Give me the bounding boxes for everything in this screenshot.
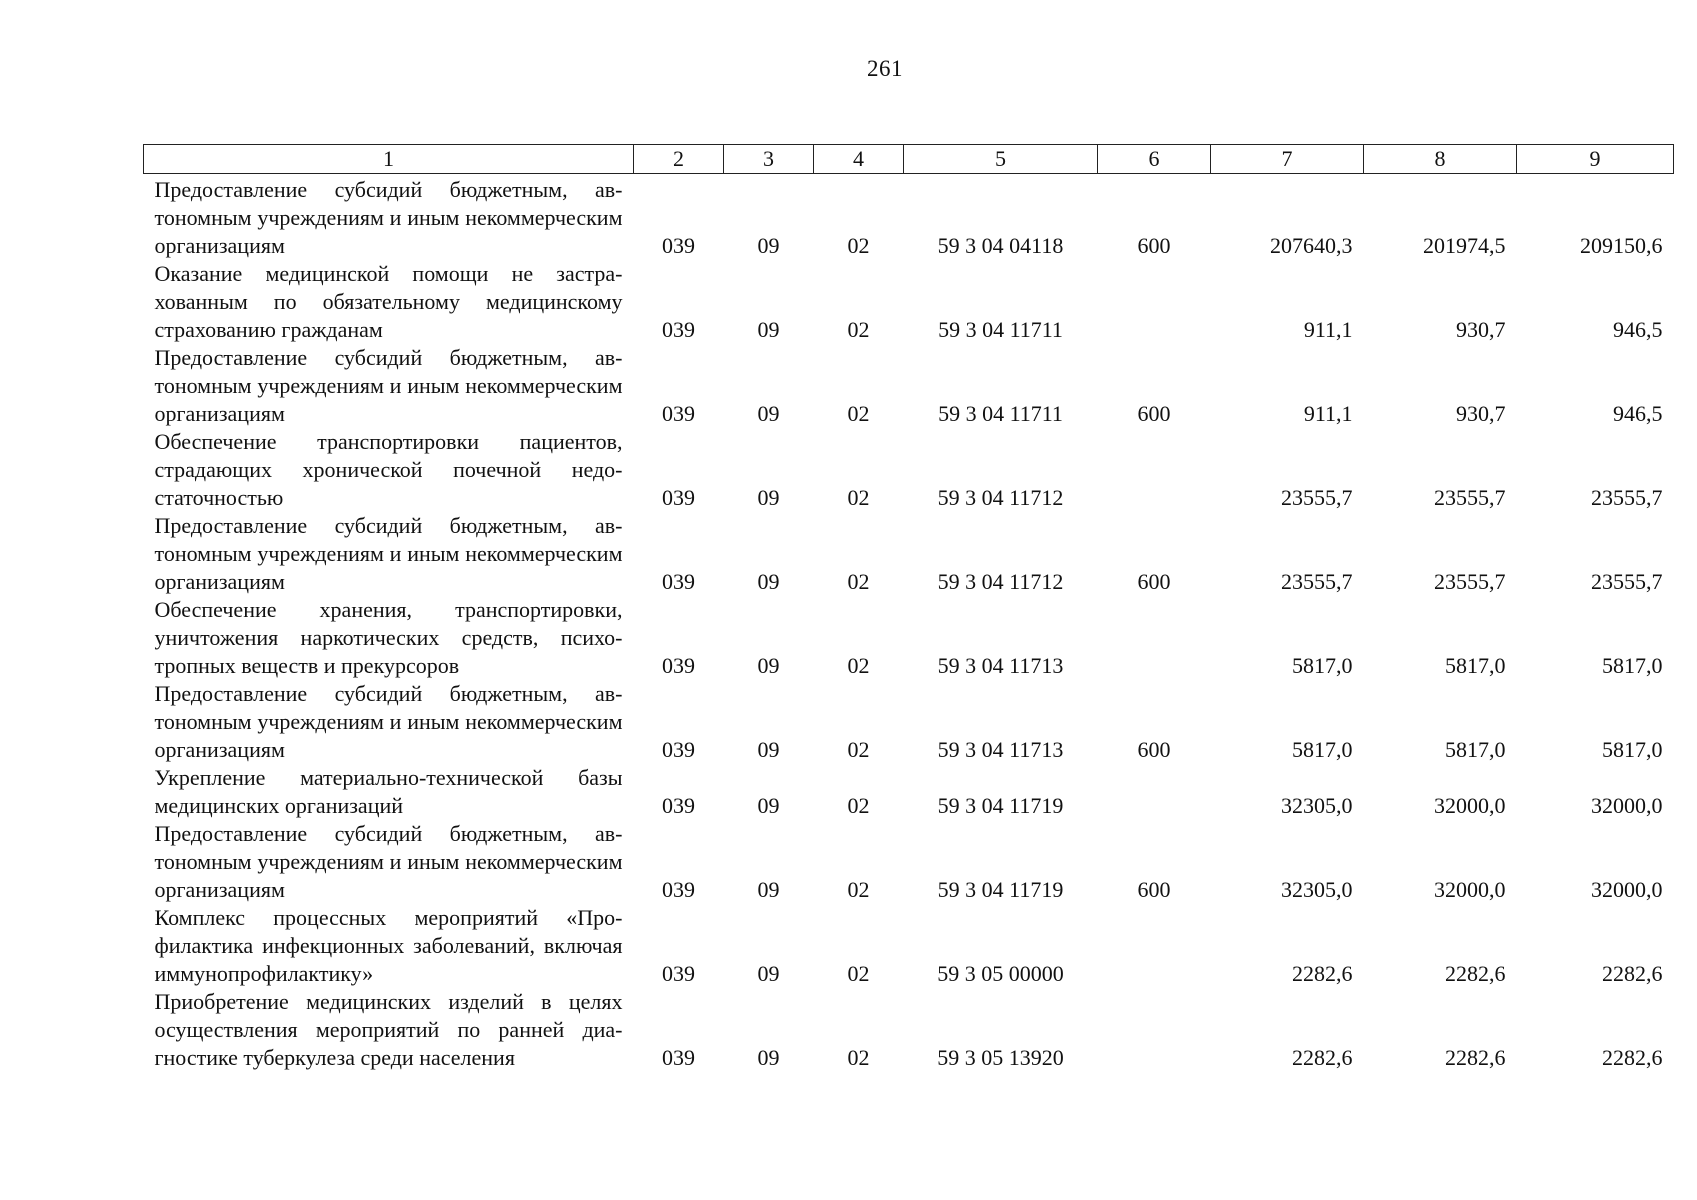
row-col-4: 02 (847, 961, 870, 986)
row-col-2: 039 (662, 961, 695, 986)
row-col-7: 911,1 (1303, 401, 1353, 426)
row-col-4: 02 (847, 317, 870, 342)
row-col-3: 09 (757, 317, 780, 342)
row-col-8: 201974,5 (1423, 233, 1506, 258)
row-col-6: 600 (1137, 401, 1171, 426)
row-col-4: 02 (847, 737, 870, 762)
row-col-4: 02 (847, 877, 870, 902)
row-col-7: 23555,7 (1281, 485, 1353, 510)
row-description: Предоставление субсидий бюджетным, автономным учреждениям и иным некоммерческим организациям (154, 513, 623, 594)
row-col-5: 59 3 04 11712 (937, 569, 1064, 594)
row-col-9: 2282,6 (1602, 961, 1663, 986)
row-col-8: 5817,0 (1445, 653, 1506, 678)
row-col-9: 209150,6 (1580, 233, 1663, 258)
row-col-2: 039 (662, 793, 695, 818)
header-cell-4: 4 (814, 145, 904, 174)
table-row (144, 174, 1674, 261)
row-col-5: 59 3 04 04118 (937, 233, 1064, 258)
row-col-9: 23555,7 (1591, 485, 1663, 510)
row-col-5: 59 3 05 00000 (937, 961, 1064, 986)
table-body (144, 174, 1674, 1073)
row-col-6 (1098, 260, 1211, 344)
row-col-9: 5817,0 (1602, 737, 1663, 762)
row-col-2: 039 (662, 653, 695, 678)
row-col-3: 09 (757, 961, 780, 986)
row-description: Предоставление субсидий бюджетным, автономным учреждениям и иным некоммерческим организациям (154, 821, 623, 902)
row-col-7: 32305,0 (1281, 793, 1353, 818)
header-cell-2: 2 (634, 145, 724, 174)
row-col-2: 039 (662, 401, 695, 426)
row-col-3: 09 (757, 569, 780, 594)
row-description: Предоставление субсидий бюджетным, автономным учреждениям и иным некоммерческим организациям (154, 177, 623, 258)
row-col-6 (1098, 988, 1211, 1072)
row-col-5: 59 3 04 11713 (937, 737, 1064, 762)
row-col-3: 09 (757, 793, 780, 818)
row-col-8: 2282,6 (1445, 961, 1506, 986)
row-description: Приобретение медицинских изделий в целях осуществления мероприятий по ранней диагностике туберкулеза среди населения (154, 989, 623, 1070)
row-description: Комплекс процессных мероприятий «Профилактика инфекционных заболеваний, включая иммунопрофилактику» (154, 905, 623, 986)
row-col-6: 600 (1137, 737, 1171, 762)
row-col-8: 930,7 (1456, 317, 1506, 342)
row-col-3: 09 (757, 233, 780, 258)
table-row (144, 428, 1674, 512)
header-cell-6: 6 (1098, 145, 1211, 174)
header-cell-5: 5 (904, 145, 1098, 174)
row-col-2: 039 (662, 737, 695, 762)
row-col-2: 039 (662, 569, 695, 594)
header-row (144, 145, 1674, 174)
header-cell-9: 9 (1517, 145, 1674, 174)
row-col-2: 039 (662, 233, 695, 258)
row-col-9: 2282,6 (1602, 1045, 1663, 1070)
row-col-5: 59 3 04 11719 (937, 793, 1064, 818)
row-col-6 (1098, 904, 1211, 988)
row-col-6 (1098, 428, 1211, 512)
table-row (144, 680, 1674, 764)
row-description: Предоставление субсидий бюджетным, автономным учреждениям и иным некоммерческим организациям (154, 345, 623, 426)
row-col-2: 039 (662, 317, 695, 342)
header-cell-7: 7 (1211, 145, 1364, 174)
row-col-7: 32305,0 (1281, 877, 1353, 902)
row-col-3: 09 (757, 1045, 780, 1070)
row-col-3: 09 (757, 737, 780, 762)
row-col-7: 23555,7 (1281, 569, 1353, 594)
table-row (144, 512, 1674, 596)
header-cell-3: 3 (724, 145, 814, 174)
table-row (144, 596, 1674, 680)
table-row (144, 260, 1674, 344)
row-col-2: 039 (662, 877, 695, 902)
header-cell-1: 1 (144, 145, 634, 174)
row-col-3: 09 (757, 401, 780, 426)
table-row (144, 988, 1674, 1072)
row-col-7: 5817,0 (1292, 737, 1353, 762)
row-description: Обеспечение транспортировки пациентов, страдающих хронической почечной недостаточностью (154, 429, 623, 510)
row-col-5: 59 3 04 11712 (937, 485, 1064, 510)
row-col-4: 02 (847, 233, 870, 258)
row-col-9: 32000,0 (1591, 877, 1663, 902)
row-col-8: 23555,7 (1434, 485, 1506, 510)
row-description: Предоставление субсидий бюджетным, автономным учреждениям и иным некоммерческим организациям (154, 681, 623, 762)
table-row (144, 904, 1674, 988)
row-col-9: 23555,7 (1591, 569, 1663, 594)
row-col-8: 2282,6 (1445, 1045, 1506, 1070)
row-col-8: 930,7 (1456, 401, 1506, 426)
row-col-6: 600 (1137, 877, 1171, 902)
row-col-9: 946,5 (1613, 401, 1663, 426)
page-number: 261 (867, 56, 903, 81)
row-col-4: 02 (847, 653, 870, 678)
row-col-7: 2282,6 (1292, 961, 1353, 986)
row-col-4: 02 (847, 569, 870, 594)
row-col-8: 23555,7 (1434, 569, 1506, 594)
header-cell-8: 8 (1364, 145, 1517, 174)
row-col-8: 32000,0 (1434, 877, 1506, 902)
table-row (144, 764, 1674, 820)
row-col-6: 600 (1137, 569, 1171, 594)
row-col-3: 09 (757, 485, 780, 510)
row-description: Укрепление материально-технической базы медицинских организаций (154, 765, 623, 818)
row-col-3: 09 (757, 877, 780, 902)
table-header (144, 145, 1674, 174)
row-col-9: 5817,0 (1602, 653, 1663, 678)
row-col-5: 59 3 04 11711 (938, 317, 1063, 342)
row-col-4: 02 (847, 485, 870, 510)
row-description: Обеспечение хранения, транспортировки, уничтожения наркотических средств, психотропных веществ и прекурсоров (154, 597, 623, 678)
row-col-8: 32000,0 (1434, 793, 1506, 818)
row-col-2: 039 (662, 1045, 695, 1070)
row-col-4: 02 (847, 1045, 870, 1070)
row-col-5: 59 3 05 13920 (937, 1045, 1064, 1070)
row-col-5: 59 3 04 11713 (937, 653, 1064, 678)
row-col-8: 5817,0 (1445, 737, 1506, 762)
row-description: Оказание медицинской помощи не застрахованным по обязательному медицинскому страхованию гражданам (154, 261, 623, 342)
budget-table (143, 144, 1674, 1072)
row-col-3: 09 (757, 653, 780, 678)
row-col-6 (1098, 596, 1211, 680)
row-col-5: 59 3 04 11719 (937, 877, 1064, 902)
row-col-5: 59 3 04 11711 (938, 401, 1063, 426)
table-row (144, 820, 1674, 904)
table-row (144, 344, 1674, 428)
row-col-7: 2282,6 (1292, 1045, 1353, 1070)
row-col-7: 5817,0 (1292, 653, 1353, 678)
row-col-9: 946,5 (1613, 317, 1663, 342)
row-col-6: 600 (1137, 233, 1171, 258)
row-col-7: 207640,3 (1270, 233, 1353, 258)
row-col-9: 32000,0 (1591, 793, 1663, 818)
row-col-4: 02 (847, 793, 870, 818)
row-col-6 (1098, 764, 1211, 820)
row-col-7: 911,1 (1303, 317, 1353, 342)
row-col-4: 02 (847, 401, 870, 426)
row-col-2: 039 (662, 485, 695, 510)
